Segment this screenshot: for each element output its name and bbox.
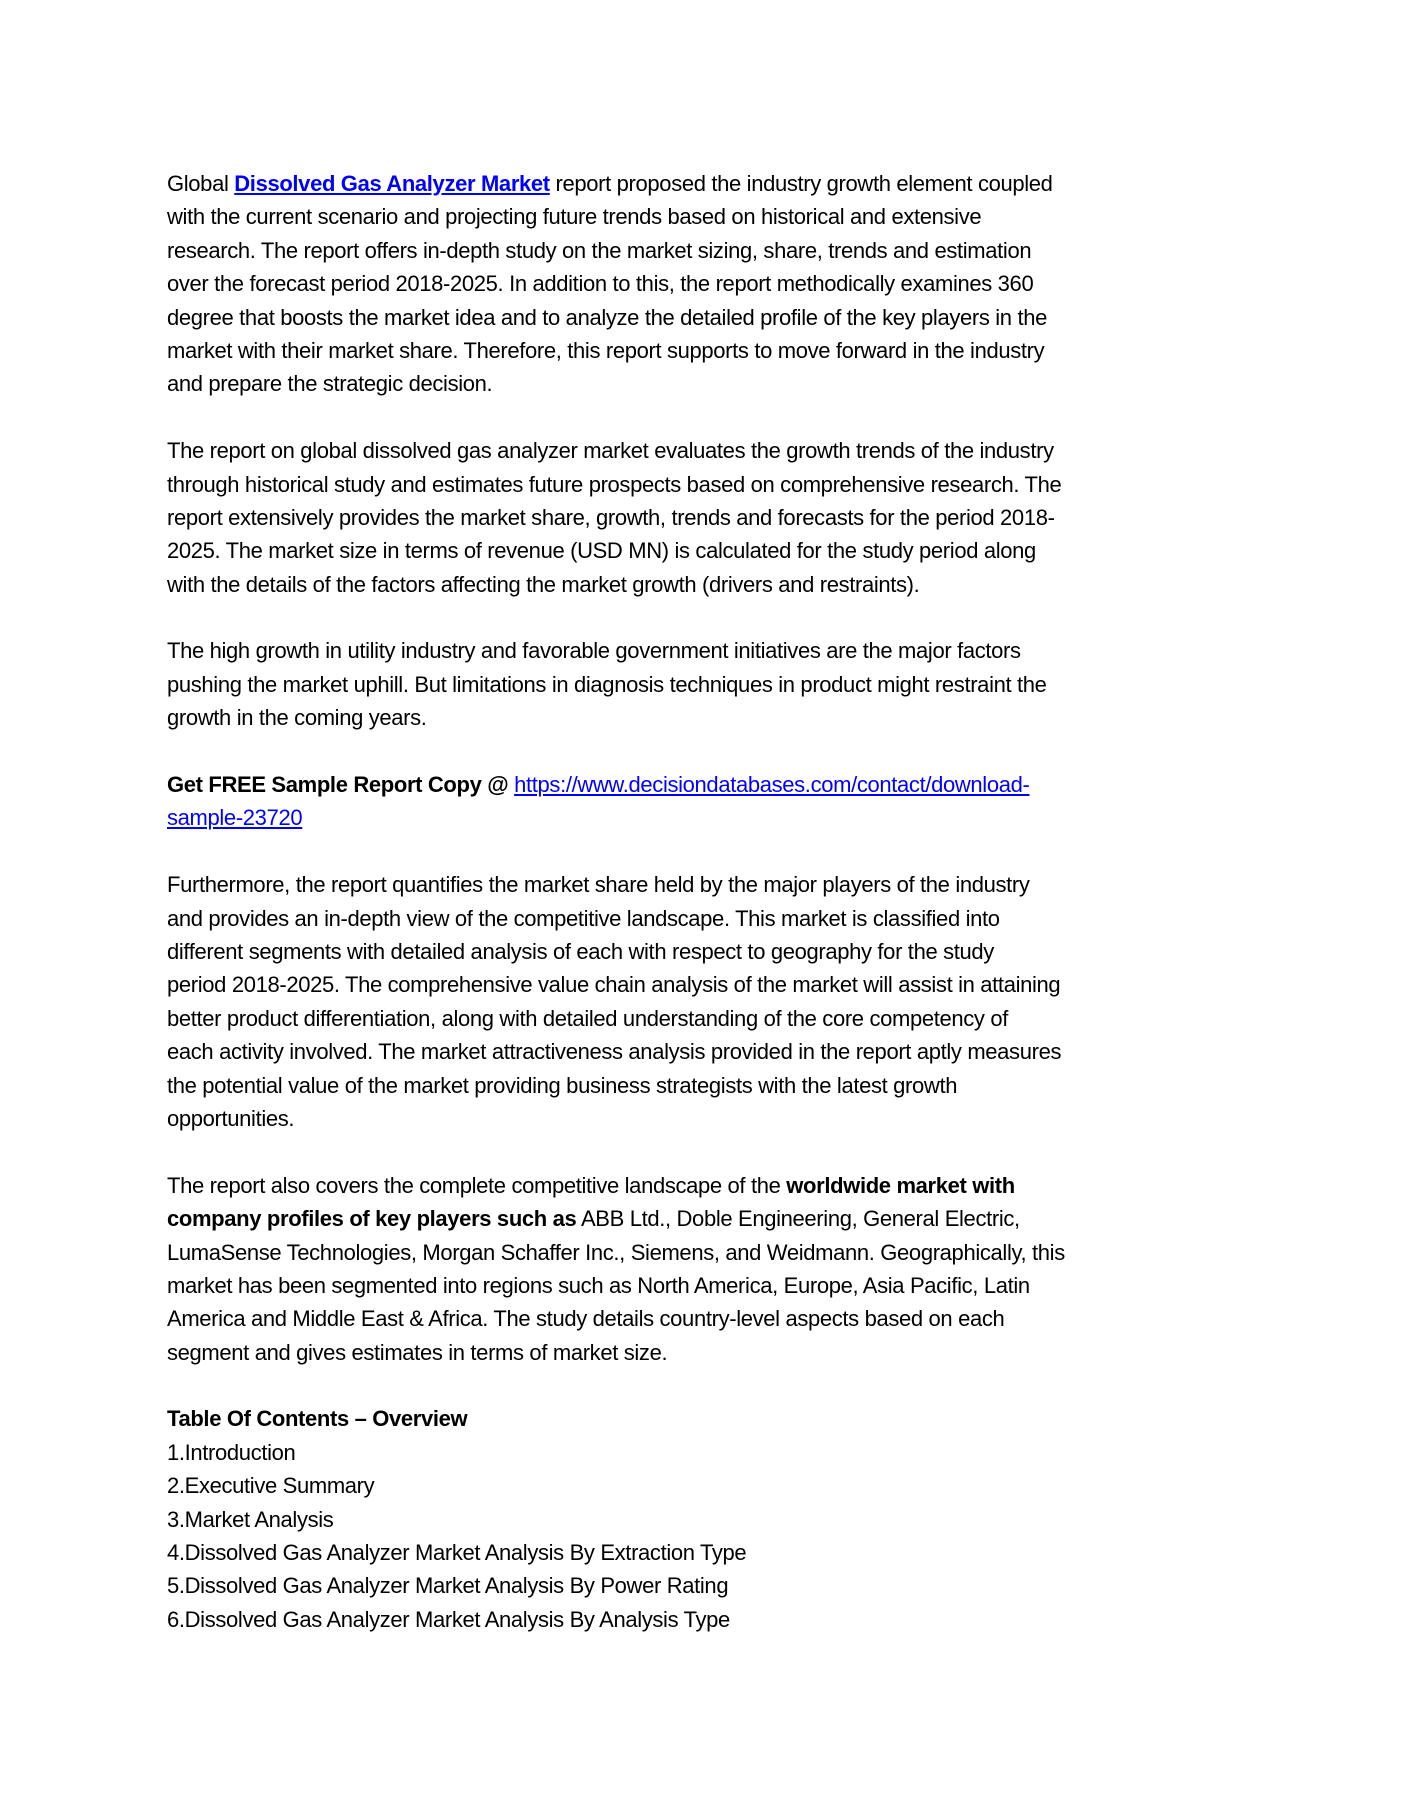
text-run: 4.Dissolved Gas Analyzer Market Analysis By Extraction Type <box>167 1540 747 1566</box>
paragraph-intro <box>167 167 1267 401</box>
text-line <box>167 1302 1267 1335</box>
text-run: pushing the market uphill. But limitations in diagnosis techniques in product might restraint the <box>167 671 1047 697</box>
text-run: through historical study and estimates future prospects based on comprehensive research. The <box>167 471 1062 497</box>
text-line <box>167 701 1267 734</box>
text-line <box>167 568 1267 601</box>
text-line <box>167 301 1267 334</box>
text-line <box>167 1002 1267 1035</box>
text-line <box>167 234 1267 267</box>
text-line <box>167 902 1267 935</box>
text-run: the potential value of the market providing business strategists with the latest growth <box>167 1072 958 1098</box>
text-run: The high growth in utility industry and favorable government initiatives are the major factors <box>167 638 1021 664</box>
text-run: market has been segmented into regions such as North America, Europe, Asia Pacific, Latin <box>167 1272 1030 1298</box>
bold-text: Table Of Contents – Overview <box>167 1406 468 1432</box>
text-line <box>167 501 1267 534</box>
text-run: segment and gives estimates in terms of market size. <box>167 1339 668 1365</box>
paragraph-sample <box>167 768 1267 835</box>
text-line <box>167 1169 1267 1202</box>
text-line <box>167 1503 1267 1536</box>
text-line <box>167 1102 1267 1135</box>
text-line <box>167 167 1267 200</box>
sample-report-link[interactable]: sample-23720 <box>167 805 303 831</box>
text-line <box>167 968 1267 1001</box>
text-line <box>167 1436 1267 1469</box>
text-run: Global <box>167 171 235 196</box>
text-run: 2025. The market size in terms of revenue (USD MN) is calculated for the study period along <box>167 538 1036 564</box>
text-run: report proposed the industry growth element coupled <box>549 171 1053 196</box>
text-run: and prepare the strategic decision. <box>167 371 493 397</box>
text-line <box>167 1035 1267 1068</box>
text-line <box>167 468 1267 501</box>
text-run: report extensively provides the market share, growth, trends and forecasts for the period 2018- <box>167 504 1055 530</box>
text-run: over the forecast period 2018-2025. In addition to this, the report methodically examines 360 <box>167 271 1034 297</box>
paragraph-players <box>167 1169 1267 1369</box>
text-line <box>167 200 1267 233</box>
text-run: The report also covers the complete competitive landscape of the <box>167 1172 787 1198</box>
text-line <box>167 434 1267 467</box>
text-line <box>167 1336 1267 1369</box>
text-run: period 2018-2025. The comprehensive value chain analysis of the market will assist in attaining <box>167 972 1061 998</box>
text-run: 1.Introduction <box>167 1439 296 1465</box>
paragraph-evaluation <box>167 434 1267 601</box>
text-run: ABB Ltd., Doble Engineering, General Electric, <box>576 1206 1020 1232</box>
text-line <box>167 634 1267 667</box>
text-run: LumaSense Technologies, Morgan Schaffer Inc., Siemens, and Weidmann. Geographically, this <box>167 1239 1065 1265</box>
bold-text: worldwide market with <box>786 1172 1015 1198</box>
text-run: Furthermore, the report quantifies the market share held by the major players of the industry <box>167 872 1030 898</box>
text-run: America and Middle East & Africa. The study details country-level aspects based on each <box>167 1306 1005 1332</box>
paragraph-toc <box>167 1402 1267 1636</box>
text-line <box>167 1202 1267 1235</box>
text-run: 5.Dissolved Gas Analyzer Market Analysis By Power Rating <box>167 1573 729 1599</box>
text-line <box>167 534 1267 567</box>
bold-text: Get FREE Sample Report Copy @ <box>167 772 515 798</box>
bold-text: company profiles of key players such as <box>167 1206 577 1232</box>
text-line <box>167 935 1267 968</box>
text-run: each activity involved. The market attractiveness analysis provided in the report aptly measures <box>167 1039 1062 1065</box>
text-run: 2.Executive Summary <box>167 1473 375 1499</box>
text-line <box>167 1402 1267 1435</box>
text-line <box>167 868 1267 901</box>
text-run: different segments with detailed analysis of each with respect to geography for the study <box>167 938 994 964</box>
text-run: research. The report offers in-depth study on the market sizing, share, trends and estimation <box>167 237 1032 263</box>
text-line <box>167 801 1267 834</box>
text-line <box>167 768 1267 801</box>
text-run: degree that boosts the market idea and to analyze the detailed profile of the key players in the <box>167 304 1047 330</box>
text-line <box>167 1569 1267 1602</box>
text-line <box>167 367 1267 400</box>
text-run: growth in the coming years. <box>167 705 427 731</box>
text-line <box>167 1269 1267 1302</box>
text-run: The report on global dissolved gas analyzer market evaluates the growth trends of the industry <box>167 438 1054 464</box>
text-run: 6.Dissolved Gas Analyzer Market Analysis By Analysis Type <box>167 1606 730 1632</box>
text-run: with the details of the factors affecting the market growth (drivers and restraints). <box>167 571 920 597</box>
text-line <box>167 1469 1267 1502</box>
text-line <box>167 1536 1267 1569</box>
text-line <box>167 668 1267 701</box>
sample-report-link[interactable]: https://www.decisiondatabases.com/contact/download- <box>514 772 1030 798</box>
text-run: and provides an in-depth view of the competitive landscape. This market is classified into <box>167 905 1000 931</box>
text-run: better product differentiation, along with detailed understanding of the core competency of <box>167 1005 1008 1031</box>
text-run: opportunities. <box>167 1105 295 1131</box>
paragraph-drivers <box>167 634 1267 734</box>
text-run: with the current scenario and projecting future trends based on historical and extensive <box>167 204 982 230</box>
document-page <box>167 167 1267 1670</box>
market-title-link[interactable]: Dissolved Gas Analyzer Market <box>234 171 550 196</box>
text-line <box>167 1236 1267 1269</box>
text-run: market with their market share. Therefore, this report supports to move forward in the industry <box>167 337 1045 363</box>
paragraph-competitive <box>167 868 1267 1135</box>
text-line <box>167 1603 1267 1636</box>
text-line <box>167 334 1267 367</box>
text-line <box>167 267 1267 300</box>
text-run: 3.Market Analysis <box>167 1506 334 1532</box>
text-line <box>167 1069 1267 1102</box>
